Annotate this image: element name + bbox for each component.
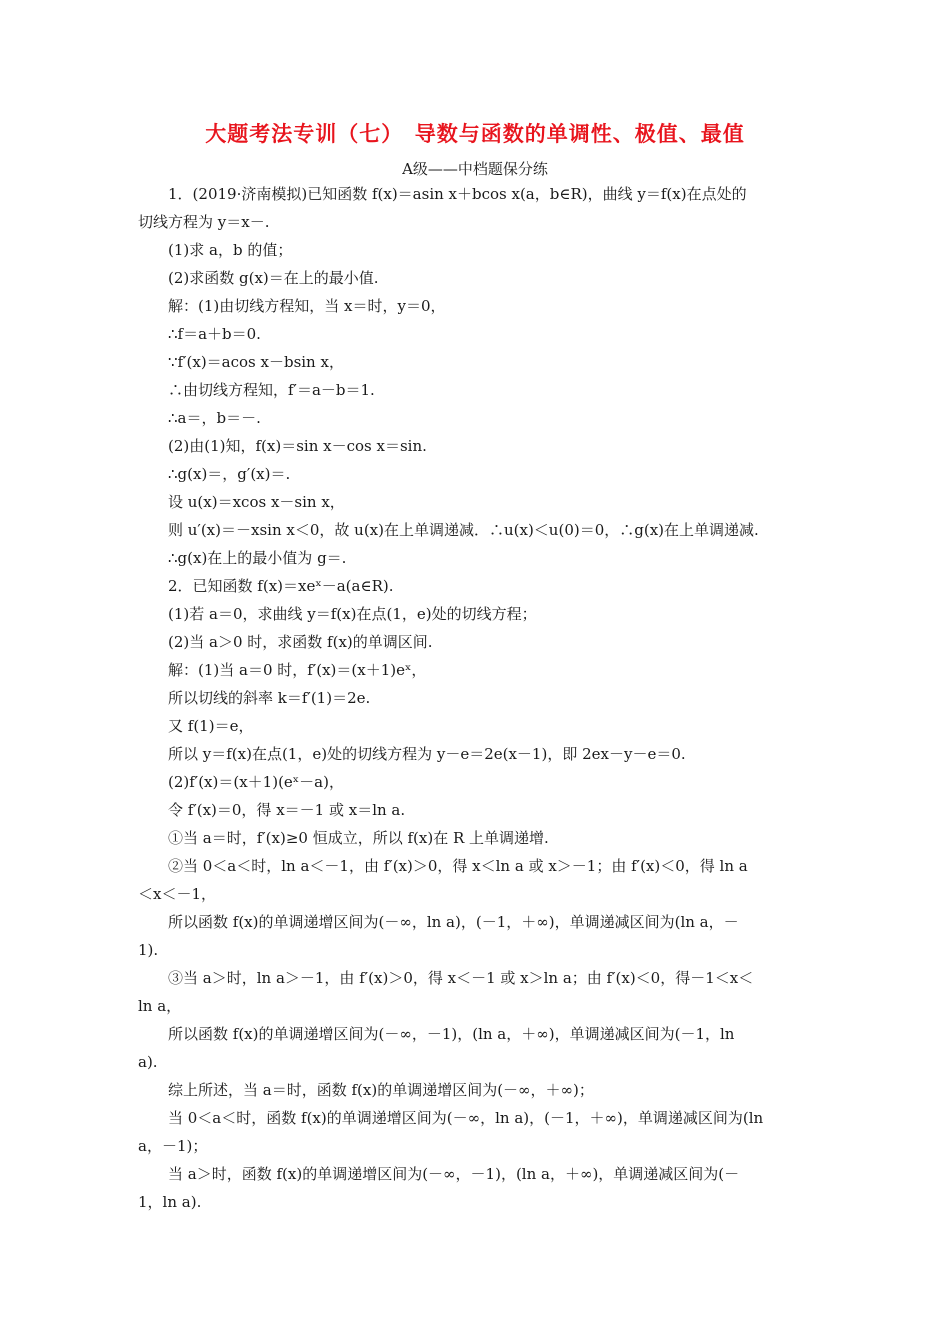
text-line: 1). — [138, 941, 159, 959]
text-line: 所以切线的斜率 k＝f′(1)＝2e. — [168, 689, 371, 707]
text-line: 所以函数 f(x)的单调递增区间为(－∞，ln a)，(－1，＋∞)，单调递减区间为(ln a，－ — [168, 913, 739, 931]
text-line: 解：(1)当 a＝0 时，f′(x)＝(x＋1)eˣ， — [168, 661, 427, 679]
text-line: 切线方程为 y＝x－. — [138, 213, 270, 231]
text-line: 当 0＜a＜时，函数 f(x)的单调递增区间为(－∞，ln a)，(－1，＋∞)，单调递减区间为(ln — [168, 1109, 764, 1127]
text-line: ∴g(x)＝，g′(x)＝. — [168, 465, 291, 483]
text-line: (2)当 a＞0 时，求函数 f(x)的单调区间. — [168, 633, 433, 651]
text-line: 所以函数 f(x)的单调递增区间为(－∞，－1)，(ln a，＋∞)，单调递减区间为(－1，ln — [168, 1025, 735, 1043]
text-line: (2)f′(x)＝(x＋1)(eˣ－a)， — [168, 773, 344, 791]
text-line: 1．(2019·济南模拟)已知函数 f(x)＝asin x＋bcos x(a，b∈R)，曲线 y＝f(x)在点处的 — [168, 185, 747, 203]
text-line: a，－1)； — [138, 1137, 208, 1155]
text-line: (1)若 a＝0，求曲线 y＝f(x)在点(1，e)处的切线方程； — [168, 605, 537, 623]
text-line: 则 u′(x)＝－xsin x＜0，故 u(x)在上单调递减．∴u(x)＜u(0)＝0，∴g(x)在上单调递减. — [168, 521, 759, 539]
text-line: 当 a＞时，函数 f(x)的单调递增区间为(－∞，－1)，(ln a，＋∞)，单调递减区间为(－ — [168, 1165, 740, 1183]
text-line: ∴f＝a＋b＝0. — [168, 325, 261, 343]
text-line: (1)求 a，b 的值； — [168, 241, 293, 259]
text-line: ①当 a＝时，f′(x)≥0 恒成立，所以 f(x)在 R 上单调递增. — [168, 829, 549, 847]
text-line: 所以 y＝f(x)在点(1，e)处的切线方程为 y－e＝2e(x－1)，即 2ex－y－e＝0. — [168, 745, 686, 763]
text-line: 又 f(1)＝e， — [168, 717, 254, 735]
text-line: ②当 0＜a＜时，ln a＜－1，由 f′(x)＞0，得 x＜ln a 或 x＞－1；由 f′(x)＜0，得 ln a — [168, 857, 748, 875]
text-line: a). — [138, 1053, 158, 1071]
text-line: ③当 a＞时，ln a＞－1，由 f′(x)＞0，得 x＜－1 或 x＞ln a；由 f′(x)＜0，得－1＜x＜ — [168, 969, 754, 987]
page-title: 大题考法专训（七） 导数与函数的单调性、极值、最值 — [205, 122, 745, 146]
text-line: ＜x＜－1， — [138, 885, 217, 903]
section-subtitle: A级——中档题保分练 — [402, 160, 548, 178]
text-line: 1，ln a). — [138, 1193, 202, 1211]
text-line: ∴a＝，b＝－. — [168, 409, 261, 427]
text-line: (2)由(1)知，f(x)＝sin x－cos x＝sin. — [168, 437, 427, 455]
text-line: 解：(1)由切线方程知，当 x＝时，y＝0， — [168, 297, 446, 315]
text-line: 2．已知函数 f(x)＝xeˣ－a(a∈R). — [168, 577, 394, 595]
text-line: 综上所述，当 a＝时，函数 f(x)的单调递增区间为(－∞，＋∞)； — [168, 1081, 594, 1099]
text-line: ln a， — [138, 997, 182, 1015]
text-line: 设 u(x)＝xcos x－sin x， — [168, 493, 345, 511]
text-line: ∵f′(x)＝acos x－bsin x， — [168, 353, 344, 371]
text-line: ∴g(x)在上的最小值为 g＝. — [168, 549, 347, 567]
text-line: 令 f′(x)＝0，得 x＝－1 或 x＝ln a. — [168, 801, 406, 819]
text-line: ∴由切线方程知，f′＝a－b＝1. — [168, 381, 375, 399]
text-line: (2)求函数 g(x)＝在上的最小值. — [168, 269, 379, 287]
